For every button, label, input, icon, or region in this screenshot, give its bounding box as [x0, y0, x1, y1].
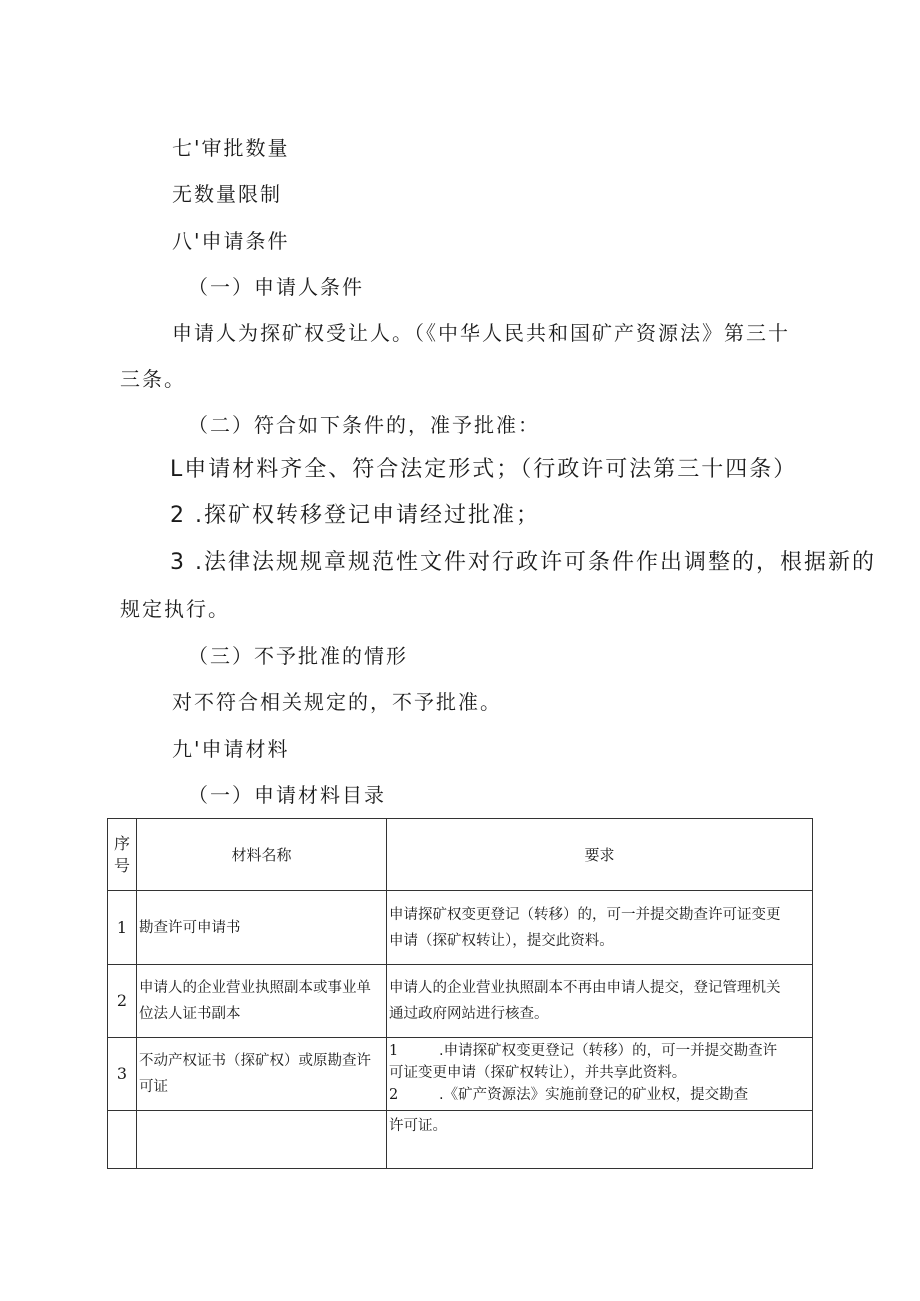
req-line: 许可证。 — [389, 1118, 447, 1134]
name-line: 可证 — [139, 1079, 168, 1095]
condition-item-2: 2 .探矿权转移登记申请经过批准； — [170, 503, 540, 528]
row-index: 1 — [108, 891, 137, 965]
section8-sub1-body-line1: 申请人为探矿权受让人。（《中华人民共和国矿产资源法》第三十 — [172, 321, 790, 345]
row-name — [137, 1038, 387, 1111]
req-line: 申请人的企业营业执照副本不再由申请人提交，登记管理机关 — [389, 980, 781, 996]
row-name — [137, 965, 387, 1038]
row-index: 2 — [108, 965, 137, 1038]
name-line: 不动产权证书（探矿权）或原勘查许 — [139, 1053, 371, 1069]
table-header-row — [108, 819, 813, 891]
req-sub-item — [389, 1084, 810, 1106]
name-line: 位法人证书副本 — [139, 1006, 241, 1022]
table-row — [108, 965, 813, 1038]
section9-heading: 九'申请材料 — [172, 737, 290, 761]
row-requirement — [387, 891, 813, 965]
req-line: .申请探矿权变更登记（转移）的，可一并提交勘查许 — [439, 1043, 778, 1059]
row-requirement — [387, 1111, 813, 1169]
section7-body: 无数量限制 — [172, 182, 282, 206]
table-row — [108, 1111, 813, 1169]
req-line: 通过政府网站进行核查。 — [389, 1006, 549, 1022]
row-index — [108, 1111, 137, 1169]
row-name: 勘查许可申请书 — [137, 891, 387, 965]
condition-item-1: L申请材料齐全、符合法定形式；（行政许可法第三十四条） — [170, 457, 798, 482]
section8-sub1-heading: （一）申请人条件 — [188, 275, 364, 299]
section8-sub3-body: 对不符合相关规定的，不予批准。 — [172, 690, 502, 714]
req-line: 申请（探矿权转让），提交此资料。 — [389, 932, 614, 949]
table-row — [108, 891, 813, 965]
req-sub-item — [389, 1040, 810, 1062]
section8-sub2-heading: （二）符合如下条件的，准予批准： — [188, 413, 540, 437]
name-line: 申请人的企业营业执照副本或事业单 — [139, 980, 371, 996]
condition-item-3-line1: 3 .法律法规规章规范性文件对行政许可条件作出调整的，根据新的 — [170, 550, 876, 575]
section7-heading: 七'审批数量 — [172, 136, 290, 160]
materials-table — [107, 818, 813, 1169]
condition-item-3-line2: 规定执行。 — [120, 597, 230, 621]
sub-item-number: 1 — [389, 1043, 399, 1059]
row-index: 3 — [108, 1038, 137, 1111]
header-requirement: 要求 — [387, 819, 813, 891]
section9-sub1-heading: （一）申请材料目录 — [188, 783, 386, 807]
req-line: 申请探矿权变更登记（转移）的，可一并提交勘查许可证变更 — [389, 906, 781, 923]
header-index: 序号 — [108, 819, 137, 891]
sub-item-number: 2 — [389, 1087, 399, 1103]
section8-sub1-body-line2: 三条。 — [120, 367, 186, 391]
table-row — [108, 1038, 813, 1111]
section8-heading: 八'申请条件 — [172, 229, 290, 253]
req-line: .《矿产资源法》实施前登记的矿业权，提交勘查 — [439, 1087, 749, 1103]
row-requirement — [387, 1038, 813, 1111]
row-requirement — [387, 965, 813, 1038]
req-line: 可证变更申请（探矿权转让），并共享此资料。 — [389, 1065, 687, 1081]
header-name: 材料名称 — [137, 819, 387, 891]
row-name — [137, 1111, 387, 1169]
section8-sub3-heading: （三）不予批准的情形 — [188, 644, 408, 668]
